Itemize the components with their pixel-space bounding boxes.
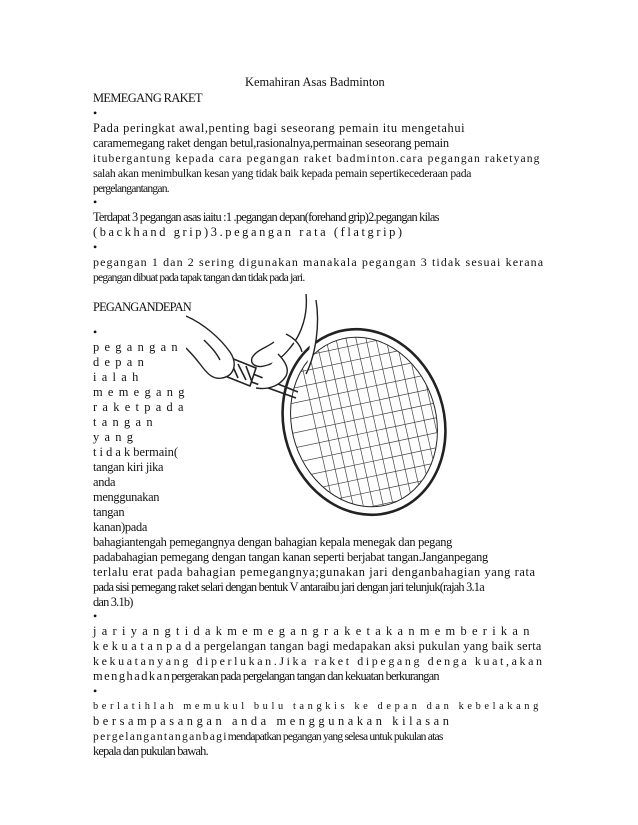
- narrow-line: r a k e t p a d a: [93, 400, 185, 414]
- paragraph-line: j a r i y a n g t i d a k m e m e g a n g r a k e t a k a n m e m b e r i k a n: [93, 624, 531, 638]
- paragraph-line: Terdapat 3 pegangan asas iaitu :1 .pegangan depan(forehand grip)2.pegangan kilas: [93, 210, 439, 224]
- narrow-line: kanan)pada: [93, 520, 148, 534]
- paragraph-line: dan 3.1b): [93, 595, 133, 609]
- narrow-line: y a n g: [93, 430, 135, 444]
- paragraph-line: itubergantung kepada cara pegangan raket badminton.cara pegangan raketyang: [93, 152, 541, 165]
- bullet-5: •: [93, 609, 98, 623]
- paragraph-line: pergelangantangan.: [93, 182, 169, 195]
- racket-grip-illustration: [186, 294, 454, 518]
- paragraph-line: berlatihlah memukul bulu tangkis ke depan dan kebelakang: [93, 701, 542, 712]
- narrow-line: tangan kiri jika: [93, 460, 164, 474]
- narrow-line: p e g a n g a n: [93, 340, 179, 354]
- narrow-line: i a l a h: [93, 370, 140, 384]
- narrow-line: tangan: [93, 505, 125, 519]
- paragraph-line: pada sisi pemegang raket selari dengan bentuk V antaraibu jari dengan jari telunjuk(rajah 3.1a: [93, 580, 484, 594]
- paragraph-line: bersampasangan anda menggunakan kilasan: [93, 714, 453, 728]
- bullet-2: •: [93, 195, 98, 209]
- narrow-line: m e m e g a n g: [93, 385, 186, 399]
- paragraph-line: bahagiantengah pemegangnya dengan bahagian kepala menegak dan pegang: [93, 535, 453, 549]
- heading-memegang-raket: MEMEGANG RAKET: [93, 91, 202, 105]
- paragraph-line: kekuatanyang diperlukan.Jika raket dipegang denga kuat,akan: [93, 654, 545, 668]
- paragraph-line: (backhand grip)3.pegangan rata (flatgrip): [93, 225, 405, 239]
- narrow-line: menggunakan: [93, 490, 160, 504]
- paragraph-line: terlalu erat pada bahagian pemegangnya;gunakan jari denganbahagian yang rata: [93, 565, 536, 579]
- heading-pegangan-depan: PEGANGANDEPAN: [93, 300, 191, 314]
- document-title: Kemahiran Asas Badminton: [245, 75, 385, 89]
- bullet-6: •: [93, 684, 98, 698]
- narrow-line: t i d a k bermain(: [93, 445, 178, 459]
- narrow-line: d e p a n: [93, 355, 145, 369]
- bullet-1: •: [93, 106, 98, 120]
- narrow-line: anda: [93, 475, 116, 489]
- paragraph-line: p e r g e l a n g a n t a n g a n b a g i mendapatkan pegangan yang selesa untuk pukulan atas: [93, 730, 443, 743]
- bullet-4: •: [93, 325, 98, 339]
- paragraph-line: pegangan 1 dan 2 sering digunakan manakala pegangan 3 tidak sesuai kerana: [93, 255, 545, 269]
- paragraph-line: m e n g h a d k a n pergerakan pada pergelangan tangan dan kekuatan berkurangan: [93, 669, 439, 683]
- bullet-3: •: [93, 240, 98, 254]
- paragraph-line: salah akan menimbulkan kesan yang tidak baik kepada pemain sepertikecederaan pada: [93, 167, 472, 180]
- narrow-line: t a n g a n: [93, 415, 154, 429]
- paragraph-line: pegangan dibuat pada tapak tangan dan tidak pada jari.: [93, 271, 305, 284]
- paragraph-line: padabahagian pemegang dengan tangan kanan seperti berjabat tangan.Janganpegang: [93, 550, 488, 564]
- paragraph-line: k e k u a t a n p a d a pergelangan tangan bagi medapakan aksi pukulan yang baik serta: [93, 639, 542, 653]
- paragraph-line: caramemegang raket dengan betul,rasionalnya,permainan seseorang pemain: [93, 136, 449, 150]
- paragraph-line: Pada peringkat awal,penting bagi seseorang pemain itu mengetahui: [93, 121, 466, 135]
- paragraph-line: kepala dan pukulan bawah.: [93, 744, 208, 758]
